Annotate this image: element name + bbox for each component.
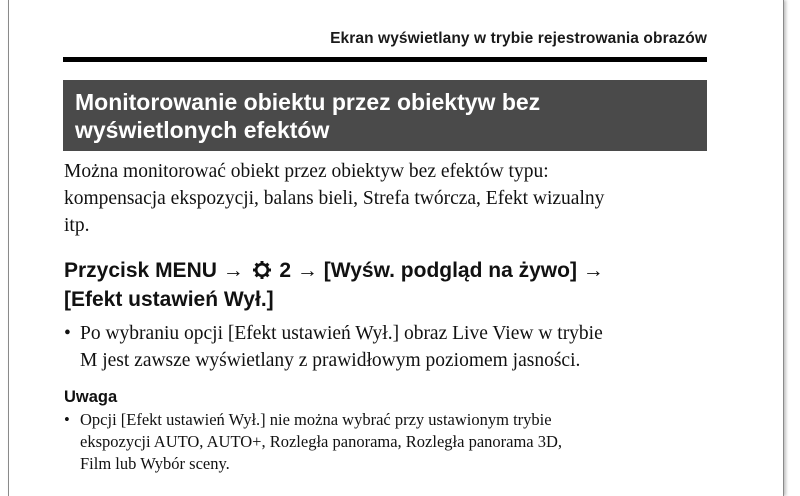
document-page	[8, 0, 784, 496]
gear-icon	[252, 259, 272, 279]
intro-paragraph	[64, 158, 714, 239]
bullet-item	[64, 320, 714, 374]
bullet-line-1: Po wybraniu opcji [Efekt ustawień Wył.] obraz Live View w trybie	[80, 323, 603, 344]
note-heading: Uwaga	[64, 388, 118, 406]
bullet-marker: •	[64, 323, 71, 344]
menu-path-line-2: [Efekt ustawień Wył.]	[64, 288, 274, 311]
intro-line-1: Można monitorować obiekt przez obiektyw bez efektów typu:	[64, 161, 549, 182]
note-line-1: Opcji [Efekt ustawień Wył.] nie można wybrać przy ustawionym trybie	[80, 410, 552, 429]
menu-path-heading	[64, 256, 714, 314]
section-header: Ekran wyświetlany w trybie rejestrowania obrazów	[330, 30, 707, 47]
intro-line-2: kompensacja ekspozycji, balans bieli, Strefa twórcza, Efekt wizualny	[64, 188, 605, 209]
page-title-line-2: wyświetlonych efektów	[75, 117, 330, 143]
page-title-line-1: Monitorowanie obiektu przez obiektyw bez	[75, 89, 541, 115]
menu-path-part-2: 2 → [Wyśw. podgląd na żywo] →	[279, 259, 604, 282]
menu-path-part-1: Przycisk MENU →	[64, 259, 244, 282]
note-line-2: ekspozycji AUTO, AUTO+, Rozległa panorama, Rozległa panorama 3D,	[80, 432, 563, 451]
header-rule	[63, 57, 707, 62]
note-line-3: Film lub Wybór sceny.	[80, 454, 230, 473]
menu-path-line-1	[64, 256, 714, 285]
note-bullet-marker: •	[64, 410, 70, 429]
note-bullet-item	[64, 409, 714, 475]
page-title	[63, 80, 707, 151]
bullet-line-2: M jest zawsze wyświetlany z prawidłowym poziomem jasności.	[80, 350, 581, 371]
intro-line-3: itp.	[64, 215, 90, 236]
